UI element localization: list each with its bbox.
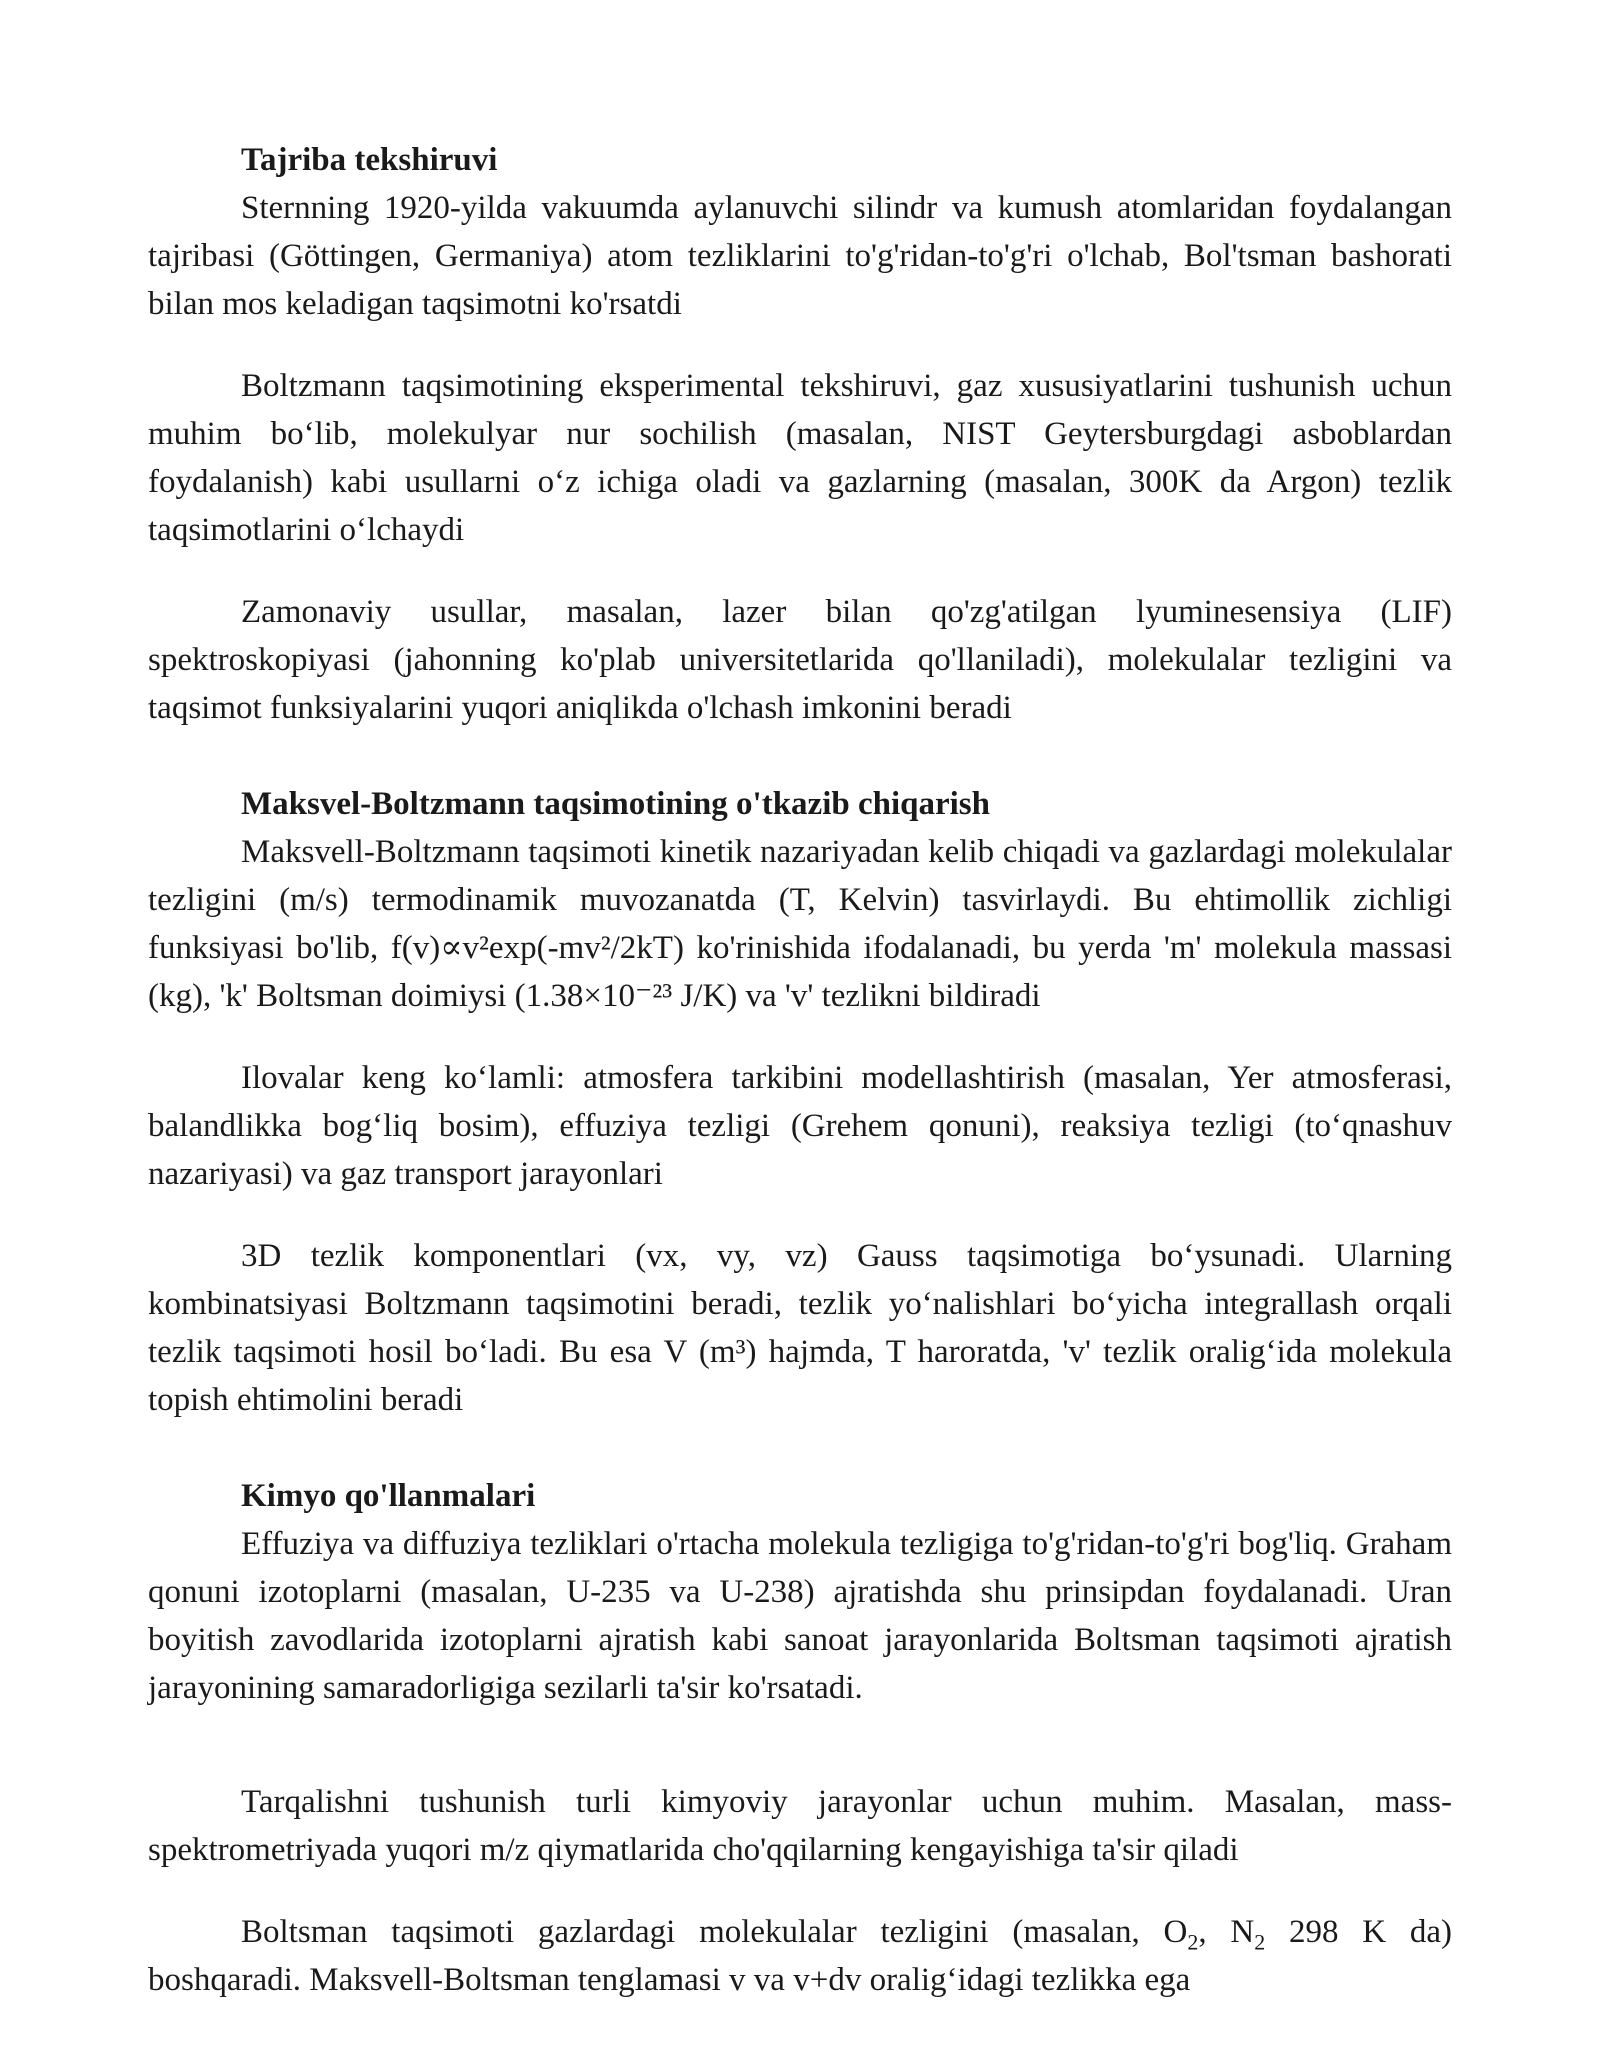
paragraph: Ilovalar keng koʻlamli: atmosfera tarkibini modellashtirish (masalan, Yer atmosferasi, balandlikka bogʻliq bosim), effuziya tezligi (Grehem qonuni), reaksiya tezligi (toʻqnashuv nazariyasi) va gaz transport jarayonlari <box>148 1060 1452 1192</box>
paragraph: Sternning 1920-yilda vakuumda aylanuvchi silindr va kumush atomlaridan foydalangan tajribasi (Göttingen, Germaniya) atom tezliklarini to'g'ridan-to'g'ri o'lchab, Bol'tsman bashorati bilan mos keladigan taqsimotni ko'rsatdi <box>148 190 1452 322</box>
paragraph: Effuziya va diffuziya tezliklari o'rtacha molekula tezligiga to'g'ridan-to'g'ri bog'liq. Graham qonuni izotoplarni (masalan, U-235 va U-238) ajratishda shu prinsipdan foydalanadi. Uran boyitish zavodlarida izotoplarni ajratish kabi sanoat jarayonlarida Boltsman taqsimoti ajratish jarayonining samaradorligiga sezilarli ta'sir ko'rsatadi. <box>148 1526 1452 1706</box>
text-run: Boltsman taqsimoti gazlardagi molekulalar tezligini (masalan, O <box>241 1914 1188 1950</box>
paragraph: Maksvell-Boltzmann taqsimoti kinetik nazariyadan kelib chiqadi va gazlardagi molekulalar tezligini (m/s) termodinamik muvozanatda (T, Kelvin) tasvirlaydi. Bu ehtimollik zichligi funksiyasi bo'lib, f(v)∝v²exp(-mv²/2kT) ko'rinishida ifodalanadi, bu yerda 'm' molekula massasi (kg), 'k' Boltsman doimiysi (1.38×10⁻²³ J/K) va 'v' tezlikni bildiradi <box>148 834 1452 1014</box>
paragraph: Tarqalishni tushunish turli kimyoviy jarayonlar uchun muhim. Masalan, mass-spektrometriyada yuqori m/z qiymatlarida cho'qqilarning kengayishiga ta'sir qiladi <box>148 1784 1452 1868</box>
section-heading-maksvel: Maksvel-Boltzmann taqsimotining o'tkazib chiqarish <box>241 786 990 822</box>
paragraph: 3D tezlik komponentlari (vx, vy, vz) Gauss taqsimotiga boʻysunadi. Ularning kombinatsiyasi Boltzmann taqsimotini beradi, tezlik yoʻnalishlari boʻyicha integrallash orqali tezlik taqsimoti hosil boʻladi. Bu esa V (m³) hajmda, T haroratda, 'v' tezlik oraligʻida molekula topish ehtimolini beradi <box>148 1238 1452 1418</box>
paragraph-last <box>148 1908 1452 2004</box>
document-page <box>148 136 1452 2004</box>
text-run: , N <box>1198 1914 1255 1950</box>
subscript: 2 <box>1187 1929 1199 1955</box>
paragraph: Boltzmann taqsimotining eksperimental tekshiruvi, gaz xususiyatlarini tushunish uchun muhim boʻlib, molekulyar nur sochilish (masalan, NIST Geytersburgdagi asboblardan foydalanish) kabi usullarni oʻz ichiga oladi va gazlarning (masalan, 300K da Argon) tezlik taqsimotlarini oʻlchaydi <box>148 368 1452 548</box>
text-run: 298 K da) boshqaradi. Maksvell-Boltsman tenglamasi v va v+dv oraligʻidagi tezlikka ega <box>148 1914 1452 1998</box>
section-heading-tajriba: Tajriba tekshiruvi <box>241 142 498 178</box>
subscript: 2 <box>1254 1929 1266 1955</box>
section-heading-kimyo: Kimyo qo'llanmalari <box>241 1478 536 1514</box>
paragraph: Zamonaviy usullar, masalan, lazer bilan qo'zg'atilgan lyuminesensiya (LIF) spektroskopiyasi (jahonning ko'plab universitetlarida qo'llaniladi), molekulalar tezligini va taqsimot funksiyalarini yuqori aniqlikda o'lchash imkonini beradi <box>148 594 1452 726</box>
